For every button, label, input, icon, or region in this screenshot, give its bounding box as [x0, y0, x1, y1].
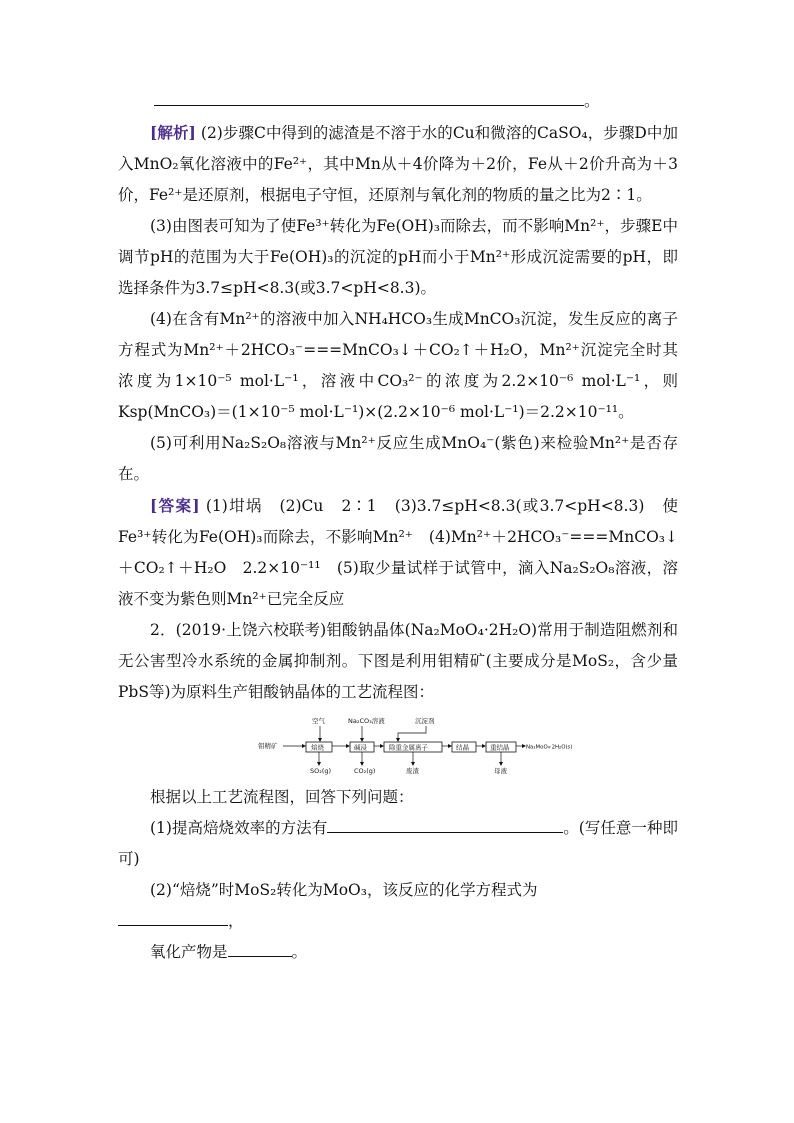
analysis-p2 — [118, 117, 678, 211]
q2-oxidation-blank[interactable] — [228, 942, 292, 957]
flow-output-mother-liquor: 母液 — [494, 767, 507, 775]
flow-step-recrystallize: 重结晶 — [490, 743, 510, 752]
q1-note: 。(写任意一种即可) — [118, 819, 678, 868]
analysis-p4: (4)在含有Mn²⁺的溶液中加入NH₄HCO₃生成MnCO₃沉淀，发生反应的离子方程式为Mn²⁺＋2HCO₃⁻===MnCO₃↓＋CO₂↑＋H₂O，Mn²⁺沉淀完全时其浓度为1×10⁻⁵ mol·L⁻¹，溶液中CO₃²⁻的浓度为2.2×10⁻⁶ mol·L⁻¹，则Ksp(MnCO₃)＝(1×10⁻⁵ mol·L⁻¹)×(2.2×10⁻⁶ mol·L⁻¹)＝2.2×10⁻¹¹。 — [118, 310, 678, 421]
q2-equation-blank[interactable] — [118, 911, 228, 926]
flow-step-roast: 焙烧 — [311, 743, 324, 752]
q2-comma: ， — [228, 912, 244, 930]
flow-step-remove-metal: 除重金属离子 — [389, 743, 428, 752]
process-flow-diagram — [258, 716, 678, 776]
flow-product: Na₂MoO₄·2H₂O(s) — [526, 744, 573, 751]
flow-start: 钼精矿 — [258, 742, 278, 750]
question2-q2-oxidation — [118, 937, 678, 968]
q2-oxidation-text: 氧化产物是 — [150, 943, 228, 961]
q2-end: 。 — [291, 943, 308, 961]
flow-input-precipitant: 沉淀剂 — [415, 717, 435, 725]
question2-q2 — [118, 875, 678, 937]
flow-step-crystallize: 结晶 — [456, 743, 469, 752]
q1-answer-blank[interactable] — [327, 818, 563, 833]
answer-tag: [答案] — [150, 496, 200, 515]
flow-output-so2: SO₂(g) — [310, 767, 332, 775]
q1-text: (1)提高焙烧效率的方法有 — [150, 819, 328, 837]
page-content — [118, 86, 678, 968]
flow-output-co2: CO₂(g) — [354, 767, 376, 775]
answer-blank[interactable] — [154, 91, 584, 106]
analysis-p5: (5)可利用Na₂S₂O₈溶液与Mn²⁺反应生成MnO₄⁻(紫色)来检验Mn²⁺是否存在。 — [118, 434, 678, 483]
analysis-tag: [解析] — [150, 123, 196, 142]
analysis-p2-text: (2)步骤C中得到的滤渣是不溶于水的Cu和微溶的CaSO₄，步骤D中加入MnO₂氧化溶液中的Fe²⁺，其中Mn从＋4价降为＋2价，Fe从＋2价升高为＋3价，Fe²⁺是还原剂，根据电子守恒，还原剂与氧化剂的物质的量之比为2∶1。 — [118, 124, 678, 204]
q2-text: (2)“焙烧”时MoS₂转化为MoO₃，该反应的化学方程式为 — [150, 881, 538, 899]
flow-output-residue: 废渣 — [406, 767, 419, 775]
flow-input-na2co3: Na₂CO₃溶液 — [348, 717, 385, 725]
answer-text: (1)坩埚 (2)Cu 2∶1 (3)3.7≤pH<8.3(或3.7<pH<8.3) 使Fe³⁺转化为Fe(OH)₃而除去，不影响Mn²⁺ (4)Mn²⁺＋2HCO₃⁻===MnCO₃↓＋CO₂↑＋H₂O 2.2×10⁻¹¹ (5)取少量试样于试管中，滴入Na₂S₂O₈溶液，溶液不变为紫色则Mn²⁺已完全反应 — [118, 497, 678, 608]
flow-input-air: 空气 — [312, 717, 325, 725]
question2-q1 — [118, 813, 678, 875]
top-answer-line — [118, 86, 678, 117]
flow-step-leach: 碱浸 — [354, 743, 367, 752]
question2-intro: 2．(2019·上饶六校联考)钼酸钠晶体(Na₂MoO₄·2H₂O)常用于制造阻燃剂和无公害型冷水系统的金属抑制剂。下图是利用钼精矿(主要成分是MoS₂，含少量PbS等)为原料生产钼酸钠晶体的工艺流程图： — [118, 621, 678, 701]
top-line-end: 。 — [584, 92, 600, 110]
flow-svg — [258, 716, 573, 776]
question2-lead: 根据以上工艺流程图，回答下列问题： — [150, 788, 414, 806]
analysis-p3: (3)由图表可知为了使Fe³⁺转化为Fe(OH)₃而除去，而不影响Mn²⁺，步骤E中调节pH的范围为大于Fe(OH)₃的沉淀的pH而小于Mn²⁺形成沉淀需要的pH，即选择条件为3.7≤pH<8.3(或3.7<pH<8.3)。 — [118, 217, 678, 297]
answer-paragraph — [118, 490, 678, 615]
